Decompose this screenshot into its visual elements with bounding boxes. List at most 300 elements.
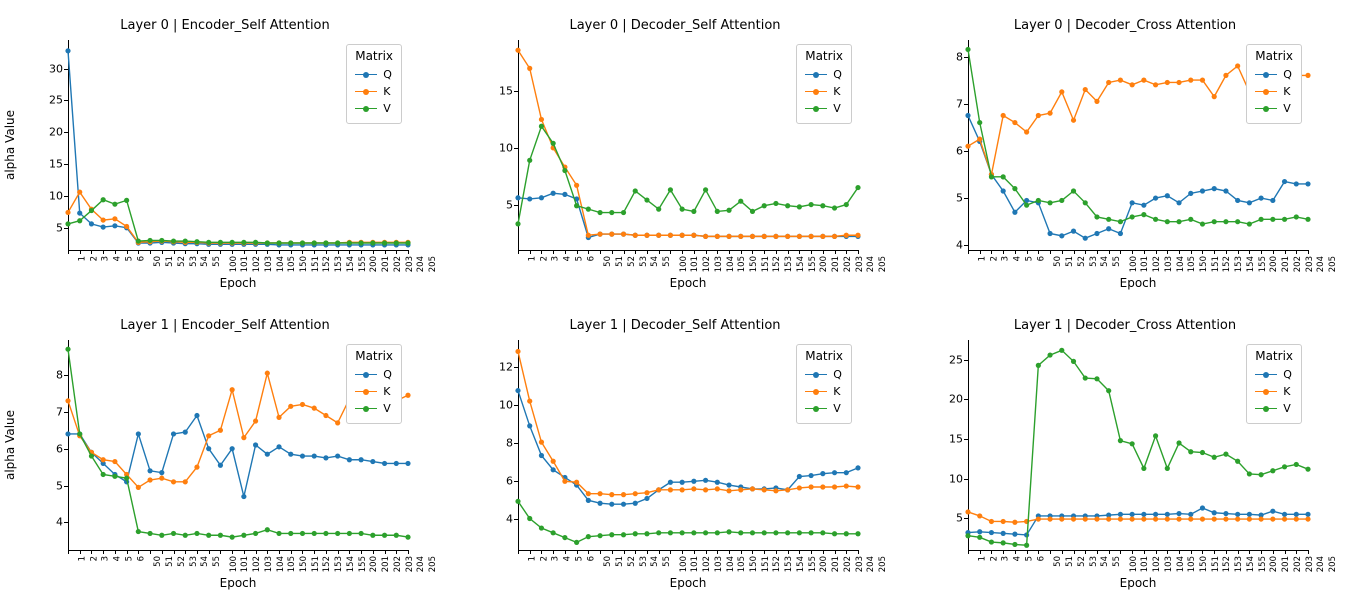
legend-marker-icon [813, 372, 819, 378]
legend-swatch-icon [1255, 391, 1277, 392]
x-tick-mark [980, 250, 981, 254]
series-point-v [370, 240, 375, 245]
x-tick-mark [624, 550, 625, 554]
legend-item[interactable] [1255, 83, 1293, 100]
x-tick-mark [1191, 250, 1192, 254]
series-point-k [977, 137, 982, 142]
x-tick-label: 150 [749, 556, 760, 573]
legend-label: Q [383, 368, 392, 381]
series-point-v [230, 535, 235, 540]
x-tick-mark [811, 250, 812, 254]
x-tick-mark [694, 550, 695, 554]
x-axis-spine [518, 250, 858, 251]
x-tick-label: 151 [1210, 256, 1221, 273]
x-tick-mark [1273, 550, 1274, 554]
series-point-v [1036, 363, 1041, 368]
x-tick-mark [729, 550, 730, 554]
x-tick-mark [1074, 550, 1075, 554]
series-point-q [1176, 511, 1181, 516]
series-point-v [276, 240, 281, 245]
series-point-v [1118, 438, 1123, 443]
series-point-v [1188, 217, 1193, 222]
x-tick-label: 3 [100, 556, 111, 562]
series-point-k [797, 485, 802, 490]
series-point-k [1223, 73, 1228, 78]
x-tick-label: 204 [1316, 256, 1327, 273]
series-point-v [1071, 188, 1076, 193]
series-point-k [1282, 516, 1287, 521]
x-tick-mark [741, 550, 742, 554]
series-point-k [1036, 516, 1041, 521]
series-point-v [668, 530, 673, 535]
series-point-q [159, 470, 164, 475]
x-tick-label: 4 [1012, 556, 1023, 562]
series-point-k [750, 234, 755, 239]
x-tick-label: 6 [136, 556, 147, 562]
series-point-q [1118, 231, 1123, 236]
series-point-v [218, 533, 223, 538]
series-point-v [1059, 198, 1064, 203]
series-point-q [633, 501, 638, 506]
legend-item[interactable] [1255, 383, 1293, 400]
x-tick-mark [799, 550, 800, 554]
legend-swatch-icon [355, 391, 377, 392]
series-point-q [253, 442, 258, 447]
x-tick-mark [1027, 250, 1028, 254]
series-point-k [1047, 516, 1052, 521]
series-point-v [515, 221, 520, 226]
legend-title: Matrix [1255, 349, 1293, 363]
legend-item[interactable] [805, 400, 843, 417]
x-tick-label: 53 [188, 256, 199, 267]
series-point-v [527, 158, 532, 163]
series-point-q [1059, 233, 1064, 238]
series-point-k [527, 398, 532, 403]
legend-swatch-icon [805, 74, 827, 75]
series-point-k [1153, 82, 1158, 87]
series-point-k [515, 349, 520, 354]
series-point-v [300, 531, 305, 536]
series-point-k [1012, 520, 1017, 525]
legend-item[interactable] [1255, 100, 1293, 117]
series-point-v [1106, 388, 1111, 393]
legend [346, 344, 402, 424]
series-point-k [1235, 63, 1240, 68]
x-tick-label: 102 [1152, 256, 1163, 273]
series-point-k [147, 477, 152, 482]
x-tick-label: 155 [807, 256, 818, 273]
series-point-v [136, 529, 141, 534]
x-tick-mark [659, 550, 660, 554]
series-point-q [1270, 509, 1275, 514]
series-point-q [1094, 231, 1099, 236]
legend-item[interactable] [355, 400, 393, 417]
x-tick-mark [68, 250, 69, 254]
series-point-k [691, 233, 696, 238]
x-axis-label: Epoch [219, 576, 257, 590]
x-tick-label: 54 [1100, 556, 1111, 567]
y-axis-label [2, 40, 18, 250]
legend-swatch-icon [1255, 374, 1277, 375]
x-tick-mark [518, 250, 519, 254]
series-point-v [989, 174, 994, 179]
x-tick-mark [647, 250, 648, 254]
x-tick-mark [220, 550, 221, 554]
series-point-v [206, 533, 211, 538]
series-point-v [977, 120, 982, 125]
x-tick-mark [694, 250, 695, 254]
series-point-v [832, 531, 837, 536]
legend-swatch-icon [355, 74, 377, 75]
series-point-v [1012, 186, 1017, 191]
x-tick-label: 200 [1269, 556, 1280, 573]
legend-label: V [833, 402, 841, 415]
y-tick-label: 5 [956, 191, 963, 205]
series-point-q [820, 471, 825, 476]
x-tick-label: 151 [760, 556, 771, 573]
series-point-v [1083, 200, 1088, 205]
legend-swatch-icon [355, 374, 377, 375]
y-tick-label: 4 [956, 238, 963, 252]
series-point-k [809, 484, 814, 489]
series-point-k [1071, 118, 1076, 123]
series-point-q [515, 388, 520, 393]
series-point-q [1001, 188, 1006, 193]
series-point-k [820, 484, 825, 489]
legend-label: K [383, 385, 391, 398]
x-axis-label: Epoch [219, 276, 257, 290]
series-point-v [773, 201, 778, 206]
series-point-k [276, 415, 281, 420]
x-tick-label: 152 [772, 556, 783, 573]
series-point-v [1294, 214, 1299, 219]
x-tick-label: 100 [678, 556, 689, 573]
series-point-k [1223, 516, 1228, 521]
series-point-v [621, 532, 626, 537]
x-tick-mark [1167, 550, 1168, 554]
legend-item[interactable] [1255, 366, 1293, 383]
plot-area [56, 340, 439, 573]
series-point-k [574, 480, 579, 485]
x-tick-mark [565, 250, 566, 254]
x-tick-label: 2 [989, 556, 1000, 562]
series-line-v [518, 501, 858, 542]
series-point-q [1130, 512, 1135, 517]
x-tick-mark [530, 250, 531, 254]
series-point-q [1083, 236, 1088, 241]
x-tick-mark [267, 250, 268, 254]
series-point-k [539, 117, 544, 122]
series-point-v [1212, 455, 1217, 460]
series-point-k [965, 509, 970, 514]
series-point-q [527, 196, 532, 201]
x-tick-mark [846, 250, 847, 254]
series-point-q [230, 446, 235, 451]
legend-label: Q [833, 368, 842, 381]
x-tick-mark [1296, 550, 1297, 554]
series-point-v [382, 240, 387, 245]
series-point-q [680, 480, 685, 485]
legend-item[interactable] [1255, 66, 1293, 83]
series-point-v [218, 240, 223, 245]
series-point-v [703, 187, 708, 192]
x-tick-label: 150 [1199, 556, 1210, 573]
x-tick-label: 103 [264, 556, 275, 573]
legend-item[interactable] [355, 83, 393, 100]
series-point-k [703, 487, 708, 492]
x-tick-mark [1003, 550, 1004, 554]
series-point-q [265, 452, 270, 457]
x-tick-mark [1202, 250, 1203, 254]
x-tick-mark [338, 550, 339, 554]
legend-item[interactable] [355, 100, 393, 117]
legend-label: V [383, 102, 391, 115]
x-tick-mark [823, 250, 824, 254]
legend-label: V [833, 102, 841, 115]
series-point-q [965, 113, 970, 118]
x-tick-label: 6 [586, 556, 597, 562]
series-point-v [65, 347, 70, 352]
series-point-k [726, 234, 731, 239]
series-point-q [1153, 195, 1158, 200]
series-point-k [1012, 120, 1017, 125]
x-tick-label: 204 [416, 556, 427, 573]
x-tick-mark [612, 250, 613, 254]
x-tick-mark [968, 250, 969, 254]
x-tick-label: 1 [977, 256, 988, 262]
series-point-v [1305, 467, 1310, 472]
x-tick-label: 4 [1012, 256, 1023, 262]
series-point-v [515, 499, 520, 504]
x-tick-mark [80, 550, 81, 554]
legend-marker-icon [813, 106, 819, 112]
series-point-k [1153, 516, 1158, 521]
x-tick-mark [518, 550, 519, 554]
legend-item[interactable] [805, 83, 843, 100]
series-point-v [1165, 466, 1170, 471]
series-point-v [323, 240, 328, 245]
x-tick-mark [530, 550, 531, 554]
x-tick-mark [1226, 550, 1227, 554]
x-tick-label: 101 [690, 556, 701, 573]
x-tick-label: 101 [1140, 556, 1151, 573]
legend-label: V [1283, 402, 1291, 415]
x-tick-mark [115, 550, 116, 554]
x-tick-mark [115, 250, 116, 254]
series-point-k [1188, 516, 1193, 521]
series-point-v [797, 530, 802, 535]
legend-marker-icon [1263, 72, 1269, 78]
series-point-k [206, 433, 211, 438]
x-tick-mark [1085, 550, 1086, 554]
x-tick-label: 52 [176, 556, 187, 567]
x-tick-mark [256, 250, 257, 254]
x-tick-label: 1 [77, 556, 88, 562]
x-tick-mark [1308, 250, 1309, 254]
x-axis-spine [968, 550, 1308, 551]
series-point-q [370, 459, 375, 464]
series-point-v [1282, 217, 1287, 222]
series-point-k [241, 435, 246, 440]
legend-item[interactable] [805, 66, 843, 83]
y-axis-label [2, 340, 18, 550]
legend-marker-icon [363, 406, 369, 412]
series-point-q [668, 480, 673, 485]
x-tick-label: 54 [200, 556, 211, 567]
x-tick-label: 50 [603, 256, 614, 267]
series-point-v [832, 205, 837, 210]
legend-item[interactable] [355, 366, 393, 383]
series-point-q [691, 479, 696, 484]
series-point-v [206, 240, 211, 245]
x-tick-mark [1296, 250, 1297, 254]
x-axis-label: Epoch [1119, 576, 1157, 590]
x-tick-label: 204 [866, 256, 877, 273]
series-point-v [1024, 543, 1029, 548]
legend-marker-icon [813, 389, 819, 395]
series-point-v [1247, 221, 1252, 226]
series-point-v [668, 187, 673, 192]
x-tick-label: 152 [772, 256, 783, 273]
x-tick-label: 101 [240, 556, 251, 573]
x-axis-spine [68, 250, 408, 251]
x-tick-label: 105 [287, 556, 298, 573]
legend-item[interactable] [805, 366, 843, 383]
series-point-v [844, 531, 849, 536]
series-point-v [562, 535, 567, 540]
series-point-v [241, 533, 246, 538]
series-point-k [1106, 80, 1111, 85]
x-tick-label: 101 [240, 256, 251, 273]
series-point-v [1270, 468, 1275, 473]
series-point-v [691, 209, 696, 214]
series-point-k [989, 519, 994, 524]
series-point-q [1188, 512, 1193, 517]
series-point-v [633, 188, 638, 193]
x-tick-label: 202 [1293, 256, 1304, 273]
series-point-v [65, 221, 70, 226]
x-tick-label: 105 [737, 256, 748, 273]
x-tick-label: 54 [650, 256, 661, 267]
series-point-v [738, 530, 743, 535]
series-point-k [644, 233, 649, 238]
legend-label: K [833, 385, 841, 398]
series-point-v [1083, 375, 1088, 380]
x-tick-label: 153 [1234, 256, 1245, 273]
series-point-k [738, 234, 743, 239]
series-point-q [1071, 229, 1076, 234]
legend-item[interactable] [355, 66, 393, 83]
series-point-v [527, 516, 532, 521]
legend-item[interactable] [805, 100, 843, 117]
series-point-v [820, 203, 825, 208]
series-point-v [551, 141, 556, 146]
legend-marker-icon [1263, 106, 1269, 112]
series-point-k [703, 234, 708, 239]
x-tick-mark [174, 250, 175, 254]
series-point-q [1200, 505, 1205, 510]
series-point-q [1282, 179, 1287, 184]
series-point-v [1141, 212, 1146, 217]
legend-item[interactable] [355, 383, 393, 400]
x-tick-mark [1144, 550, 1145, 554]
series-point-k [797, 234, 802, 239]
x-tick-label: 202 [843, 256, 854, 273]
series-point-k [335, 420, 340, 425]
x-tick-label: 100 [678, 256, 689, 273]
x-tick-mark [635, 250, 636, 254]
x-tick-mark [302, 250, 303, 254]
series-point-v [809, 202, 814, 207]
legend-swatch-icon [805, 91, 827, 92]
legend-title: Matrix [805, 349, 843, 363]
legend-title: Matrix [805, 49, 843, 63]
series-point-k [668, 487, 673, 492]
x-tick-mark [185, 550, 186, 554]
series-point-v [77, 218, 82, 223]
x-tick-label: 53 [638, 556, 649, 567]
x-tick-mark [361, 550, 362, 554]
y-tick-label: 10 [49, 189, 63, 203]
series-point-q [1212, 186, 1217, 191]
x-tick-mark [706, 550, 707, 554]
x-tick-label: 104 [725, 556, 736, 573]
x-tick-mark [220, 250, 221, 254]
series-point-v [1094, 376, 1099, 381]
x-tick-mark [670, 550, 671, 554]
series-point-k [1176, 516, 1181, 521]
x-tick-mark [752, 550, 753, 554]
x-tick-label: 51 [1064, 556, 1075, 567]
legend-item[interactable] [805, 383, 843, 400]
y-tick-label: 10 [949, 472, 963, 486]
series-point-v [797, 204, 802, 209]
x-tick-mark [349, 250, 350, 254]
series-point-q [136, 431, 141, 436]
series-point-v [1247, 471, 1252, 476]
series-point-v [1165, 219, 1170, 224]
series-point-k [965, 144, 970, 149]
series-point-q [1247, 200, 1252, 205]
x-tick-label: 152 [1222, 556, 1233, 573]
x-tick-label: 150 [299, 256, 310, 273]
x-tick-mark [103, 250, 104, 254]
legend-marker-icon [1263, 389, 1269, 395]
x-tick-label: 153 [1234, 556, 1245, 573]
y-tick-label: 6 [506, 474, 513, 488]
series-point-q [1001, 531, 1006, 536]
series-point-k [844, 483, 849, 488]
x-tick-mark [1120, 550, 1121, 554]
legend-item[interactable] [1255, 400, 1293, 417]
series-point-v [1059, 348, 1064, 353]
series-point-v [405, 240, 410, 245]
series-point-k [194, 465, 199, 470]
series-point-k [586, 233, 591, 238]
chart-panel [900, 0, 1350, 300]
series-point-q [1294, 512, 1299, 517]
y-tick-label: 4 [506, 512, 513, 526]
x-tick-label: 103 [1164, 556, 1175, 573]
x-tick-label: 151 [760, 256, 771, 273]
plot-area [956, 40, 1339, 273]
series-point-k [1001, 519, 1006, 524]
x-tick-label: 204 [416, 256, 427, 273]
series-point-v [703, 530, 708, 535]
series-point-v [1047, 200, 1052, 205]
series-point-k [1106, 516, 1111, 521]
series-point-v [1130, 441, 1135, 446]
